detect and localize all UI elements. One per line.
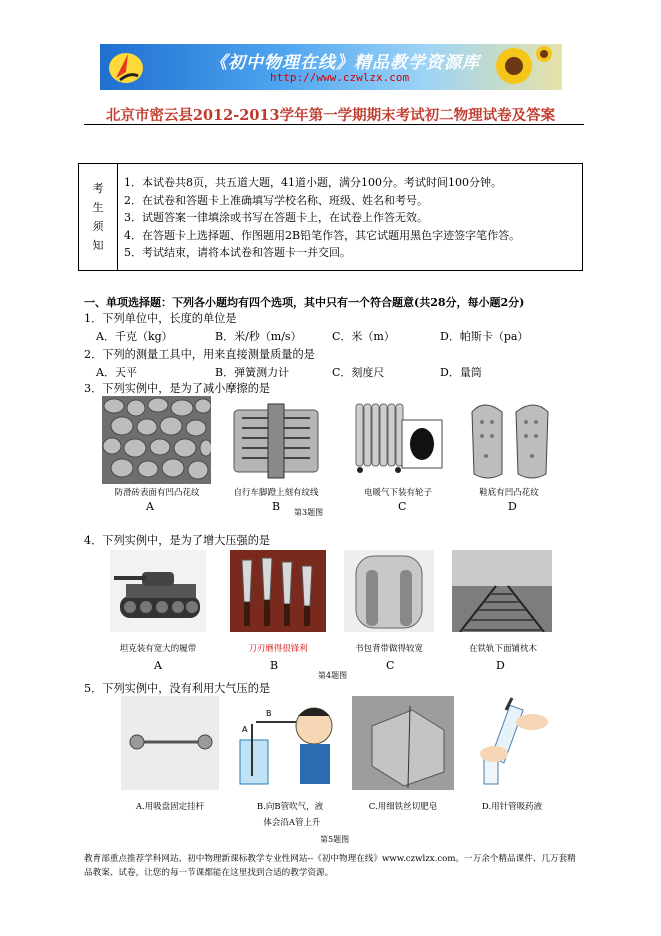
q5-caption-d: D.用针管吸药液 — [481, 802, 543, 812]
notice-label-char: 须 — [92, 219, 104, 233]
page-title: 北京市密云县2012-2013学年第一学期期末考试初二物理试卷及答案 — [105, 107, 556, 124]
q4-letter-d: D — [496, 659, 505, 672]
section-heading: 一、单项选择题：下列各小题均有四个选项，其中只有一个符合题意(共28分，每小题2分) — [84, 296, 525, 309]
notice-label-char: 知 — [92, 238, 104, 252]
q1-option-a: A．千克（kg） — [96, 330, 173, 343]
q4-caption-c: 书包背带做得较宽 — [354, 644, 423, 654]
q3-letter-b: B — [272, 500, 281, 513]
q2-option-b: B．弹簧测力计 — [215, 366, 290, 379]
q5-caption-b-line2: 体会沿A管上升 — [263, 818, 321, 828]
q3-photo-a-antislip-tile — [102, 396, 211, 484]
q5-caption-b: B.向B管吹气，液 — [256, 802, 324, 812]
banner-url[interactable]: http://www.czwlzx.com — [270, 71, 410, 84]
q4-figure-label: 第4题图 — [318, 671, 348, 680]
header-banner — [100, 44, 562, 90]
logo-icon — [106, 48, 146, 86]
q3-letter-a: A — [146, 500, 154, 513]
q5-photo-c-soap-wire — [352, 696, 454, 790]
q3-caption-c: 电暖气下装有轮子 — [363, 488, 432, 498]
q4-letter-a: A — [154, 659, 162, 672]
notice-item: 2．在试卷和答题卡上准确填写学校名称、班级、姓名和考号。 — [124, 193, 428, 207]
question-5-stem: 5．下列实例中，没有利用大气压的是 — [84, 682, 271, 695]
q3-letter-c: C — [398, 500, 407, 513]
q4-caption-d: 在铁轨下面铺枕木 — [468, 644, 537, 654]
q1-option-c: C．米（m） — [332, 330, 395, 343]
question-1-stem: 1．下列单位中，长度的单位是 — [84, 312, 237, 325]
q5-caption-c: C.用细铁丝切肥皂 — [368, 802, 438, 812]
notice-item: 3．试题答案一律填涂或书写在答题卡上，在试卷上作答无效。 — [124, 211, 428, 224]
banner-site-name: 《初中物理在线》精品教学资源库 — [210, 53, 480, 73]
q4-photo-d-railway-track — [452, 550, 552, 632]
q3-photo-c-electric-heater — [352, 396, 444, 484]
q2-option-c: C．刻度尺 — [332, 366, 385, 379]
q4-letter-c: C — [386, 659, 395, 672]
question-4-stem: 4．下列实例中，是为了增大压强的是 — [84, 534, 271, 547]
tube-label-b: B — [266, 709, 272, 718]
q5-photo-b-blowing-tube — [234, 696, 338, 790]
q5-caption-a: A.用吸盘固定挂杆 — [135, 802, 205, 812]
notice-label-char: 生 — [92, 200, 104, 214]
notice-item: 1．本试卷共8页，共五道大题，41道小题，满分100分。考试时间100分钟。 — [124, 176, 502, 189]
notice-item: 4．在答题卡上选择题、作图题用2B铅笔作答，其它试题用黑色字迹签字笔作答。 — [124, 228, 521, 242]
notice-item: 5．考试结束，请将本试卷和答题卡一并交回。 — [124, 246, 351, 259]
q3-photo-d-shoe-soles — [462, 396, 558, 484]
q3-caption-a: 防滑砖表面有凹凸花纹 — [114, 488, 200, 498]
q4-caption-a: 坦克装有宽大的履带 — [119, 644, 197, 654]
title-divider — [84, 124, 584, 125]
q5-photo-a-suction-hook — [121, 696, 219, 790]
q4-caption-b: 刀刃磨得很锋利 — [248, 644, 308, 654]
sunflower-icon — [474, 44, 554, 90]
question-3-stem: 3．下列实例中，是为了减小摩擦的是 — [84, 382, 271, 395]
q4-photo-b-knives — [230, 550, 326, 632]
q3-letter-d: D — [508, 500, 517, 513]
q3-figure-label: 第3题图 — [294, 508, 324, 517]
page-footer: 教育部重点推荐学科网站、初中物理新课标教学专业性网站--《初中物理在线》www.czwlzx.com。一万余个精品课件、几万套精品教案、试卷，让您的每一节课都能在这里找到合适的教学资源。 — [84, 854, 576, 878]
tube-label-a: A — [242, 725, 248, 734]
q5-figure-label: 第5题图 — [320, 835, 350, 844]
q1-option-d: D．帕斯卡（pa） — [440, 330, 529, 343]
q2-option-d: D．量筒 — [440, 366, 482, 379]
exam-notice-table — [78, 163, 583, 271]
q2-option-a: A．天平 — [96, 366, 137, 379]
notice-list — [118, 164, 583, 271]
question-2-stem: 2．下列的测量工具中，用来直接测量质量的是 — [84, 348, 315, 361]
q5-photo-d-syringe — [466, 696, 558, 790]
notice-label-char: 考 — [92, 181, 104, 195]
q1-option-b: B．米/秒（m/s） — [215, 330, 302, 343]
q4-photo-a-tank — [110, 550, 206, 632]
q4-photo-c-backpack — [344, 550, 434, 632]
q3-photo-b-bicycle-pedal — [228, 396, 324, 484]
q3-caption-d: 鞋底有凹凸花纹 — [479, 488, 539, 498]
q3-caption-b: 自行车脚蹬上刻有纹线 — [233, 488, 319, 498]
q4-letter-b: B — [270, 659, 279, 672]
notice-label — [79, 164, 118, 271]
